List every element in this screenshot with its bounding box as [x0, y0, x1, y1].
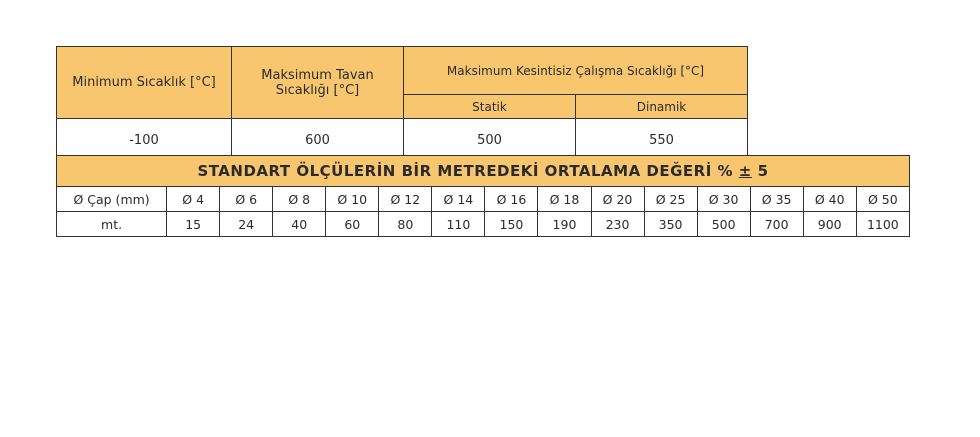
meter-cell: 700 [750, 212, 803, 237]
min-temp-value: -100 [57, 119, 232, 162]
diameter-cell: Ø 10 [326, 187, 379, 212]
meter-cell: 190 [538, 212, 591, 237]
min-temp-header: Minimum Sıcaklık [°C] [57, 47, 232, 119]
meter-cell: 1100 [856, 212, 909, 237]
meter-cell: 150 [485, 212, 538, 237]
dynamic-header: Dinamik [576, 95, 748, 119]
diameter-cell: Ø 20 [591, 187, 644, 212]
diameter-cell: Ø 50 [856, 187, 909, 212]
temperature-table [56, 46, 748, 162]
max-ceiling-temp-value: 600 [232, 119, 404, 162]
meter-cell: 24 [220, 212, 273, 237]
dynamic-value: 550 [576, 119, 748, 162]
diameter-row-label: Ø Çap (mm) [57, 187, 167, 212]
max-ceiling-temp-header: Maksimum Tavan Sıcaklığı [°C] [232, 47, 404, 119]
diameter-cell: Ø 30 [697, 187, 750, 212]
diameter-cell: Ø 16 [485, 187, 538, 212]
diameter-cell: Ø 18 [538, 187, 591, 212]
meter-cell: 80 [379, 212, 432, 237]
standard-sizes-table [56, 155, 910, 237]
meter-cell: 900 [803, 212, 856, 237]
static-value: 500 [404, 119, 576, 162]
meter-cell: 60 [326, 212, 379, 237]
diameter-cell: Ø 14 [432, 187, 485, 212]
meter-cell: 350 [644, 212, 697, 237]
diameter-cell: Ø 40 [803, 187, 856, 212]
max-continuous-temp-header: Maksimum Kesintisiz Çalışma Sıcaklığı [°C] [404, 47, 748, 95]
diameter-cell: Ø 25 [644, 187, 697, 212]
meter-cell: 40 [273, 212, 326, 237]
diameter-cell: Ø 8 [273, 187, 326, 212]
diameter-cell: Ø 4 [167, 187, 220, 212]
diameter-cell: Ø 6 [220, 187, 273, 212]
size-table-title [57, 156, 910, 187]
meter-cell: 230 [591, 212, 644, 237]
plus-minus-sign: ± [738, 162, 752, 180]
meter-row-label: mt. [57, 212, 167, 237]
diameter-cell: Ø 12 [379, 187, 432, 212]
meter-cell: 15 [167, 212, 220, 237]
static-header: Statik [404, 95, 576, 119]
tolerance-value: 5 [757, 162, 769, 180]
diameter-cell: Ø 35 [750, 187, 803, 212]
meter-cell: 110 [432, 212, 485, 237]
meter-cell: 500 [697, 212, 750, 237]
size-table-title-text: STANDART ÖLÇÜLERİN BİR METREDEKİ ORTALAMA DEĞERİ % [197, 162, 734, 180]
